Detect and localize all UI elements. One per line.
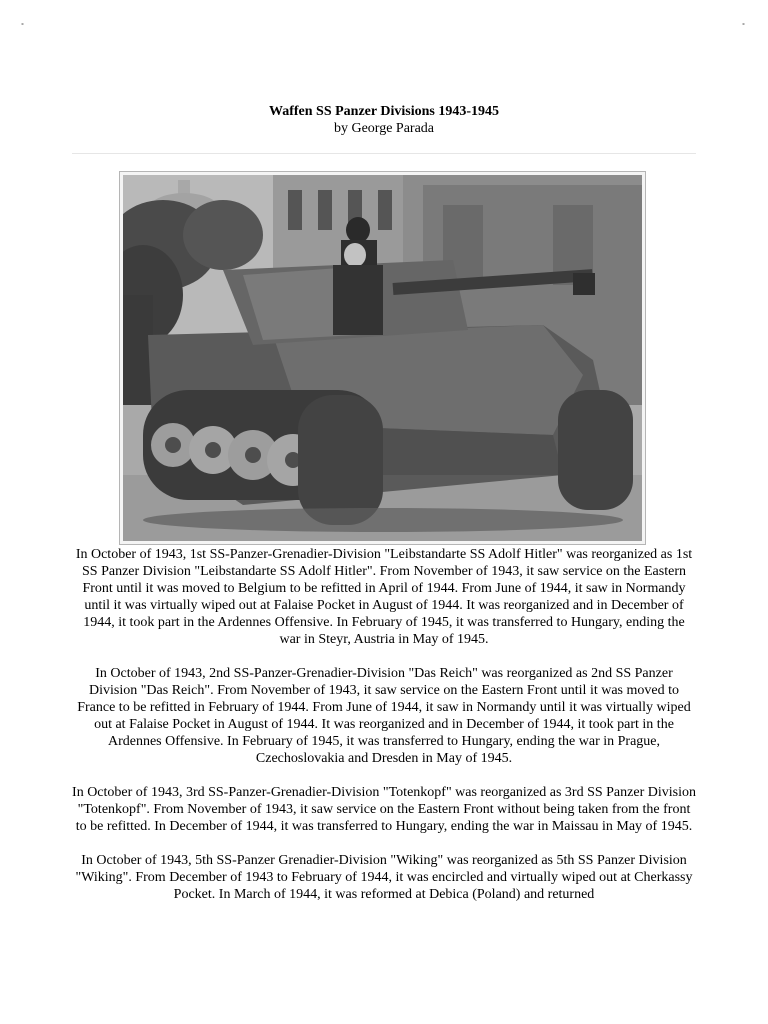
document-byline: by George Parada bbox=[333, 121, 435, 136]
paragraph-2: In October of 1943, 2nd SS-Panzer-Grenadier-Division "Das Reich" was reorganized as 2nd SS Panzer Division "Das Reich". From November of 1943, it saw service on the Eastern Front until it was moved to France to be refitted in February of 1944. From June of 1944, it saw in Normandy until it was virtually wiped out at Falaise Pocket in August of 1944. It was reorganized and in December of 1944, it took part in the Ardennes Offensive. In February of 1945, it was transferred to Hungary, ending the war in Prague, Czechoslovakia and Dresden in May of 1945. bbox=[77, 666, 691, 766]
corner-mark-right: ˳ bbox=[742, 15, 745, 25]
title-block bbox=[0, 103, 768, 137]
paragraph-1: In October of 1943, 1st SS-Panzer-Grenadier-Division "Leibstandarte SS Adolf Hitler" was reorganized as 1st SS Panzer Division "Leibstandarte SS Adolf Hitler". From November of 1943, it saw service on the Eastern Front until it was moved to Belgium to be refitted in April of 1944. From June of 1944, it saw in Normandy until it was virtually wiped out at Falaise Pocket in August of 1944. It was reorganized and in December of 1944, it took part in the Ardennes Offensive. In February of 1945, it was transferred to Hungary, ending the war in Steyr, Austria in May of 1945. bbox=[75, 547, 693, 647]
paragraph-4: In October of 1943, 5th SS-Panzer Grenadier-Division "Wiking" was reorganized as 5th SS Panzer Division "Wiking". From December of 1943 to February of 1944, it was encircled and virtually wiped out at Cherkassy Pocket. In March of 1944, it was reformed at Debica (Poland) and returned bbox=[75, 853, 693, 902]
header-divider bbox=[72, 153, 696, 154]
article-body bbox=[72, 546, 696, 920]
paragraph-3: In October of 1943, 3rd SS-Panzer-Grenadier-Division "Totenkopf" was reorganized as 3rd SS Panzer Division "Totenkopf". From November of 1943, it saw service on the Eastern Front without being taken from the front to be refitted. In December of 1944, it was transferred to Hungary, ending the war in Maissau in May of 1945. bbox=[72, 785, 696, 834]
document-title: Waffen SS Panzer Divisions 1943-1945 bbox=[269, 104, 499, 119]
photo-frame bbox=[119, 171, 646, 545]
tank-photo bbox=[123, 175, 642, 541]
corner-mark-left: ˳ bbox=[21, 15, 24, 25]
